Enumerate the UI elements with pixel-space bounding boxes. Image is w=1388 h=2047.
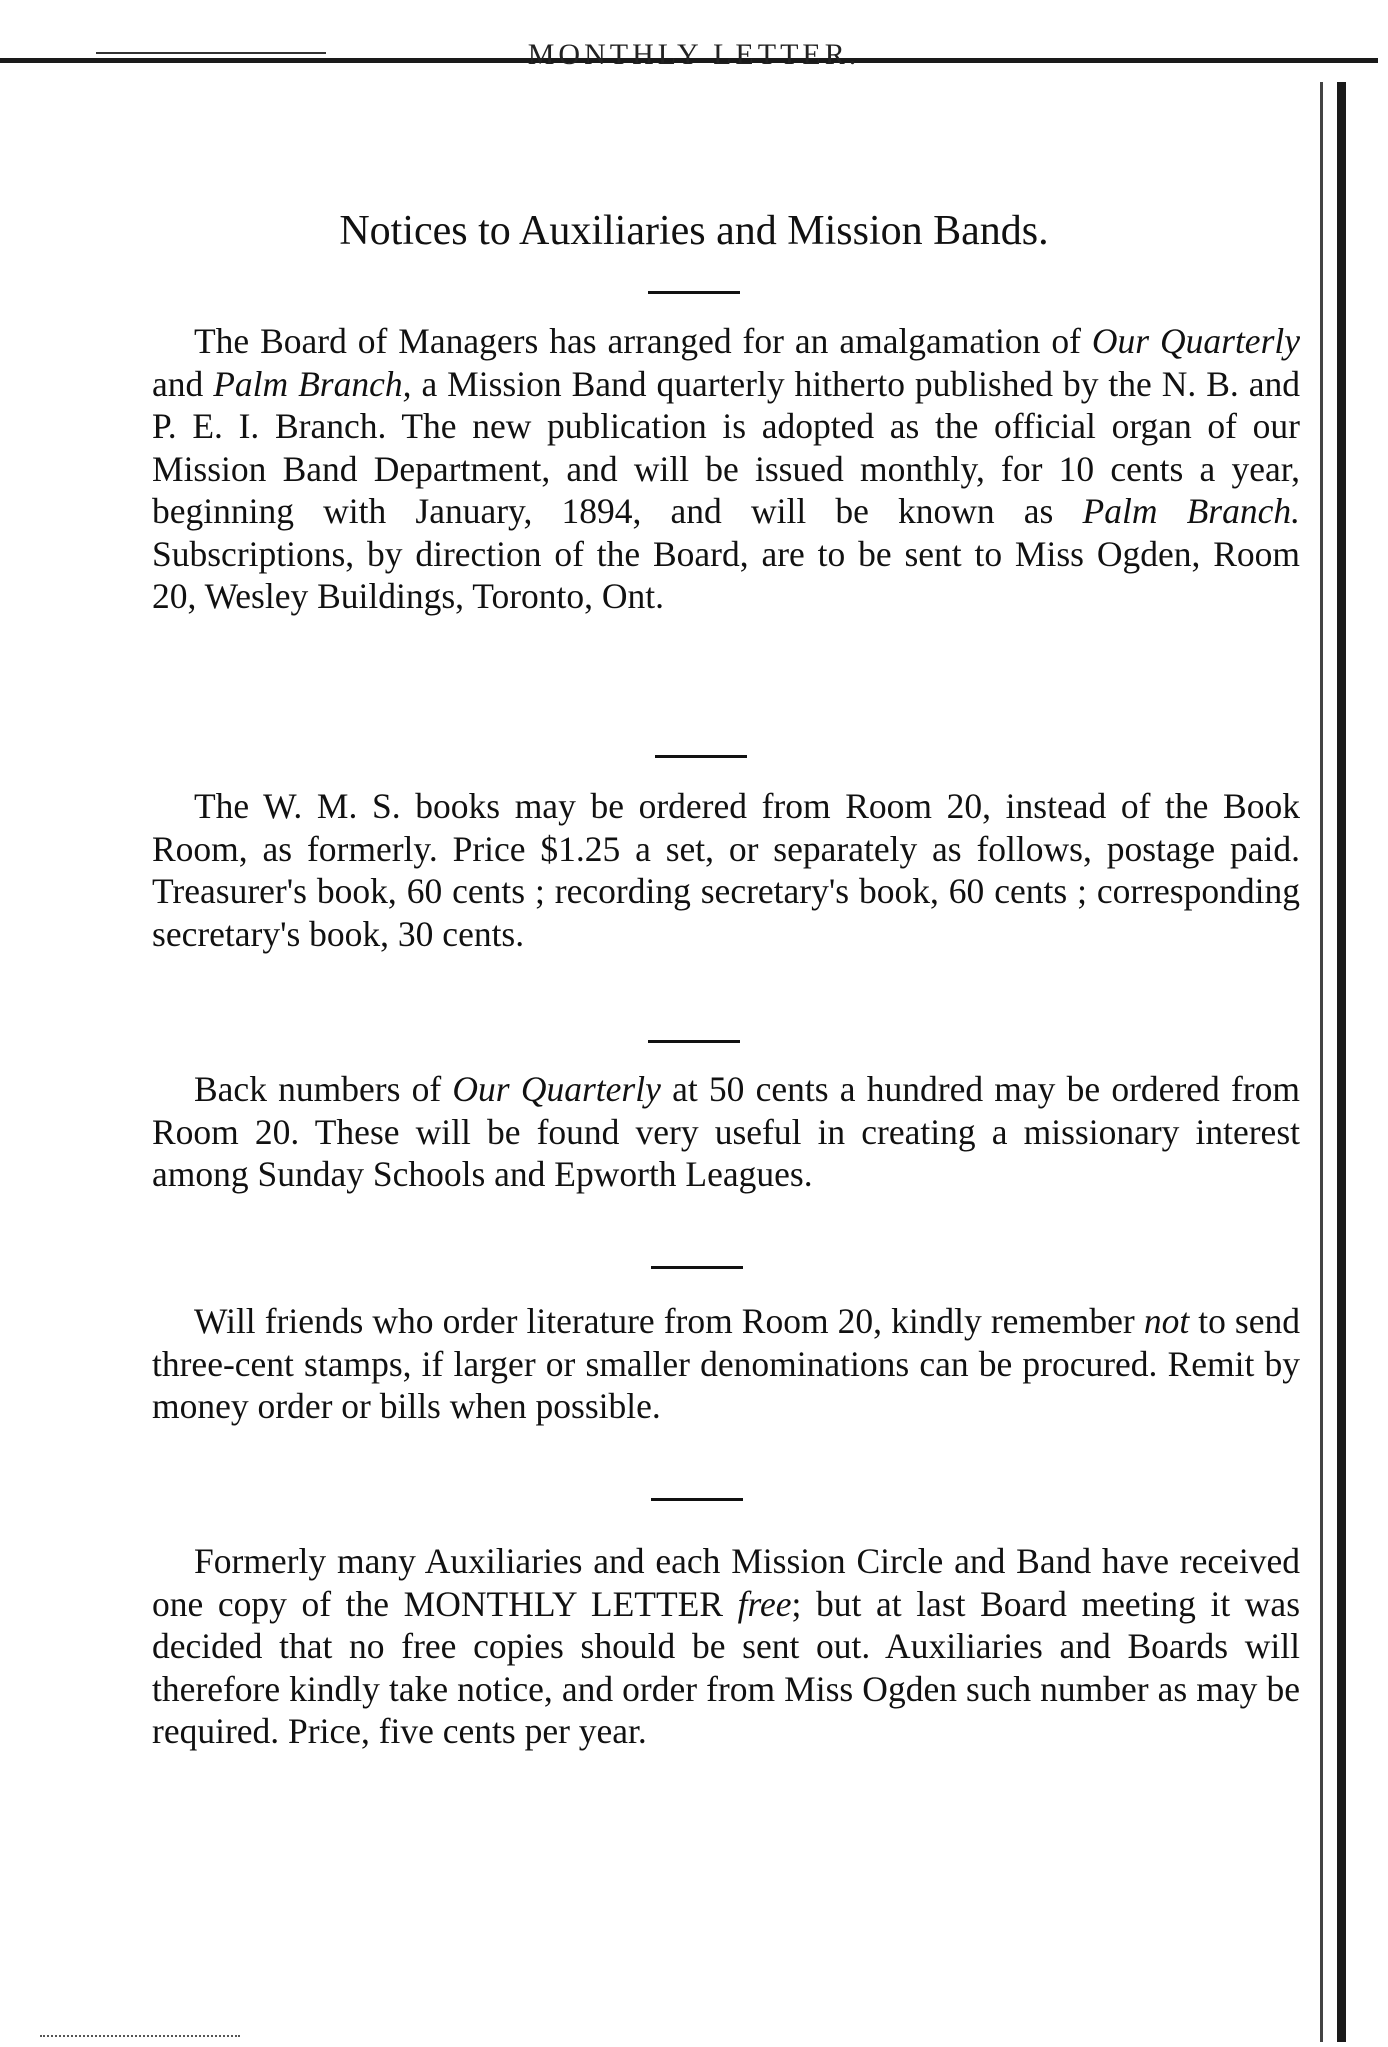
italic-text-run: free bbox=[737, 1583, 792, 1624]
text-run: to send three-cent stamps, if larger or smaller denominations can be procured. Remit by money order or bills when possible. bbox=[152, 1301, 1300, 1426]
separator-rule bbox=[655, 755, 747, 758]
separator-rule bbox=[648, 291, 740, 294]
italic-text-run: Palm Branch. bbox=[1082, 491, 1301, 531]
notice-paragraph-palm-branch bbox=[152, 320, 1300, 618]
running-head: MONTHLY LETTER. bbox=[527, 40, 861, 70]
text-run: The Board of Managers has arranged for an amalgamation of bbox=[194, 321, 1092, 361]
text-run: a Mission Band quarterly hitherto published by the N. B. and P. E. I. Branch. The new publication is adopted as the official organ of our Mission Band Department, and will be issued monthly, for 10 cents a year, beginning with January, 1894, and will be known as bbox=[152, 363, 1300, 531]
text-run: and bbox=[152, 363, 214, 404]
text-run: Back numbers of bbox=[194, 1069, 453, 1109]
separator-rule bbox=[651, 1266, 743, 1269]
text-run: The W. M. S. books may be ordered from Room 20, instead of the Book Room, as formerly. Price $1.25 a set, or separately as follows, postage paid. Treasurer's book, 60 cents ; recording secretary's book, 60 cents ; corresponding secretary's book, 30 cents. bbox=[152, 786, 1300, 954]
page-title: Notices to Auxiliaries and Mission Bands. bbox=[339, 208, 1049, 254]
footer-mark bbox=[40, 2035, 240, 2040]
italic-text-run: Palm Branch, bbox=[213, 363, 412, 404]
text-run: Will friends who order literature from Room 20, kindly remember bbox=[194, 1301, 1144, 1341]
text-run: ; but at last Board meeting it was decided that no free copies should be sent out. Auxiliaries and Boards will therefore kindly take notice, and order from Miss Ogden such number as may be required. Price, five cents per year. bbox=[152, 1583, 1301, 1751]
text-run: Subscriptions, by direction of the Board, are to be sent to Miss Ogden, Room 20, Wesley Buildings, Toronto, Ont. bbox=[152, 533, 1300, 616]
text-run: at 50 cents a hundred may be ordered from Room 20. These will be found very useful in creating a missionary interest among Sunday Schools and Epworth Leagues. bbox=[152, 1069, 1300, 1194]
notice-paragraph-wms-books bbox=[152, 785, 1300, 955]
notice-paragraph-stamps bbox=[152, 1300, 1300, 1428]
notice-paragraph-back-numbers bbox=[152, 1068, 1300, 1196]
separator-rule bbox=[651, 1498, 743, 1501]
notice-paragraph-free-copies bbox=[152, 1540, 1300, 1753]
right-border bbox=[1337, 82, 1346, 2042]
italic-text-run: Our Quarterly bbox=[1091, 321, 1300, 361]
right-border-thin bbox=[1320, 82, 1323, 2042]
text-run: Formerly many Auxiliaries and each Mission Circle and Band have received one copy of the MONTHLY LETTER bbox=[152, 1541, 1300, 1624]
separator-rule bbox=[648, 1040, 740, 1043]
italic-text-run: Our Quarterly bbox=[452, 1069, 661, 1109]
italic-text-run: not bbox=[1143, 1301, 1190, 1341]
